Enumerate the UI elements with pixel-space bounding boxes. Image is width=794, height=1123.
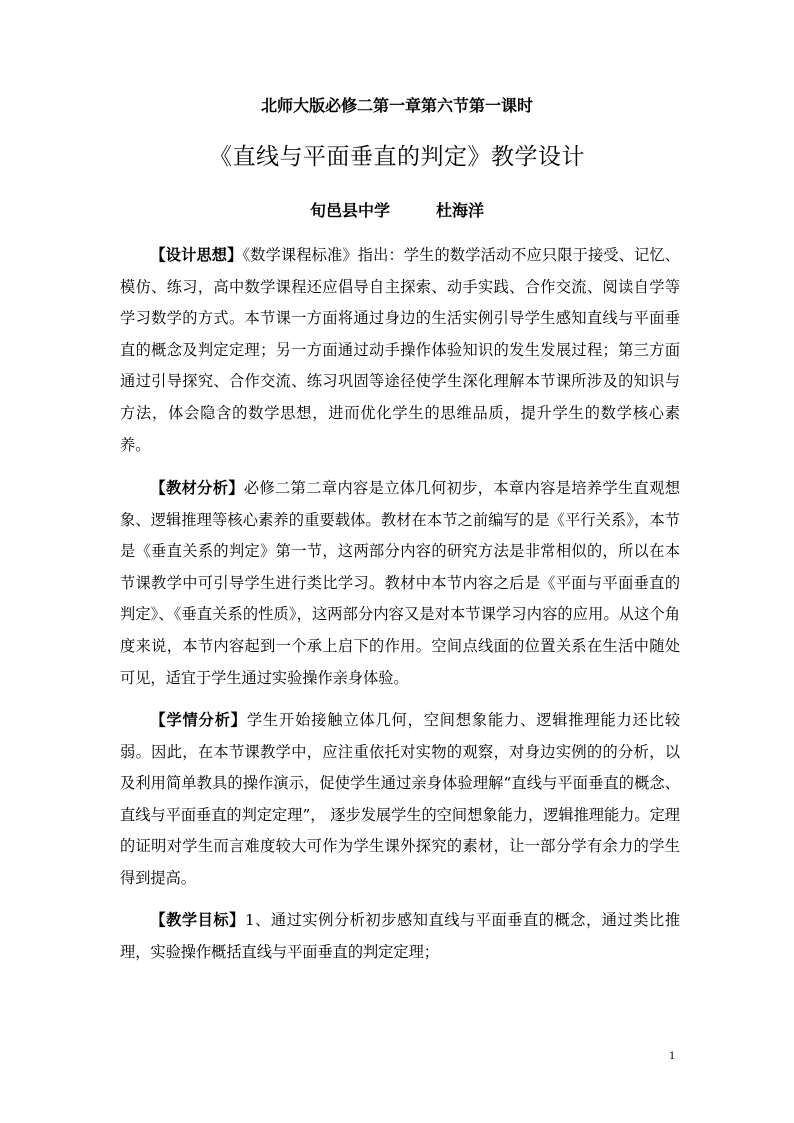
section-textbook-analysis (120, 473, 680, 694)
section-student-analysis (120, 705, 680, 895)
author-name: 杜海洋 (436, 201, 485, 220)
author-line (0, 199, 794, 223)
section-teaching-goals (120, 905, 680, 968)
section-label: 【学情分析】 (150, 711, 247, 729)
page-number: 1 (669, 1048, 675, 1062)
section-text: 学生开始接触立体几何，空间想象能力、逻辑推理能力还比较弱。因此，在本节课教学中，应注重依托对实物的观察，对身边实例的的分析，以及利用简单教具的操作演示，促使学生通过亲身体验理解“直线与平面垂直的概念、直线与平面垂直的判定定理”， 逐步发展学生的空间想象能力，逻辑推理能力。定理的证明对学生而言难度较大可作为学生课外探究的素材，让一部分学有余力的学生得到提高。 (120, 711, 681, 887)
section-design-idea (120, 240, 680, 461)
document-subtitle: 北师大版必修二第一章第六节第一课时 (260, 96, 533, 115)
section-label: 【教学目标】 (150, 911, 245, 929)
document-title: 《直线与平面垂直的判定》教学设计 (209, 144, 585, 170)
section-label: 【设计思想】 (150, 246, 243, 264)
section-text: 必修二第二章内容是立体几何初步，本章内容是培养学生直观想象、逻辑推理等核心素养的重要载体。教材在本节之前编写的是《平行关系》，本节是《垂直关系的判定》第一节，这两部分内容的研究方法是非常相似的，所以在本节课教学中可引导学生进行类比学习。教材中本节内容之后是《平面与平面垂直的判定》、《垂直关系的性质》，这两部分内容又是对本节课学习内容的应用。从这个角度来说，本节内容起到一个承上启下的作用。空间点线面的位置关系在生活中随处可见，适宜于学生通过实验操作亲身体验。 (120, 479, 681, 687)
section-text: 《数学课程标准》指出：学生的数学活动不应只限于接受、记忆、模仿、练习，高中数学课程还应倡导自主探索、动手实践、合作交流、阅读自学等学习数学的方式。本节课一方面将通过身边的生活实例引导学生感知直线与平面垂直的概念及判定定理；另一方面通过动手操作体验知识的发生发展过程；第三方面通过引导探究、合作交流、练习巩固等途径使学生深化理解本节课所涉及的知识与方法，体会隐含的数学思想，进而优化学生的思维品质，提升学生的数学核心素养。 (120, 246, 680, 454)
section-label: 【教材分析】 (150, 479, 244, 497)
section-text: 1、通过实例分析初步感知直线与平面垂直的概念，通过类比推理，实验操作概括直线与平面垂直的判定定理； (120, 911, 681, 961)
school-name: 旬邑县中学 (309, 201, 390, 220)
